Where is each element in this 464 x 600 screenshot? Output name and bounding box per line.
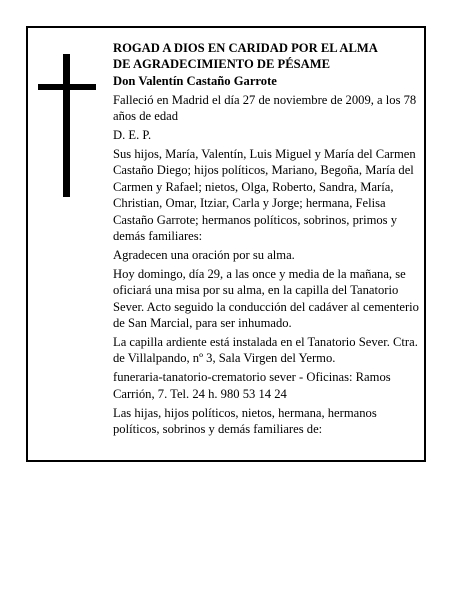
- header-line-2: DE AGRADECIMIENTO DE PÉSAME: [113, 57, 331, 72]
- death-info: Falleció en Madrid el día 27 de noviembre de 2009, a los 78 años de edad: [113, 92, 417, 124]
- thanks-text: Agradecen una oración por su alma.: [113, 247, 295, 262]
- deceased-name: Don Valentín Castaño Garrote: [113, 73, 277, 88]
- cross-icon-bar: [38, 84, 96, 90]
- closing-text: Las hijas, hijos políticos, nietos, hermana, hermanos políticos, sobrinos y demás familiares de:: [113, 405, 377, 436]
- funeral-home-text: funeraria-tanatorio-crematorio sever - Oficinas: Ramos Carrión, 7. Tel. 24 h. 980 53 14 24: [113, 370, 391, 401]
- family-text: Sus hijos, María, Valentín, Luis Miguel y María del Carmen Castaño Diego; hijos políticos, Mariano, Begoña, María del Carmen y Rafael; nietos, Olga, Roberto, Sandra, María, Christian, Omar, Itziar, Carla y Jorge; hermana, Felisa Castaño Garrote; hermanos políticos, sobrinos, primos y demás familiares:: [113, 146, 416, 243]
- cross-icon: [63, 54, 70, 197]
- header-line-1: ROGAD A DIOS EN CARIDAD POR EL ALMA: [113, 41, 378, 55]
- rip-text: D. E. P.: [113, 128, 152, 143]
- mass-text: Hoy domingo, día 29, a las once y media de la mañana, se oficiará una misa por su alma, en la capilla del Tanatorio Sever. Acto seguido la conducción del cadáver al cementerio de San Marcial, para ser inhumado.: [113, 266, 419, 330]
- chapel-text: La capilla ardiente está instalada en el Tanatorio Sever. Ctra. de Villalpando, nº 3, Sala Virgen del Yermo.: [113, 334, 418, 366]
- obituary-text: [113, 40, 419, 440]
